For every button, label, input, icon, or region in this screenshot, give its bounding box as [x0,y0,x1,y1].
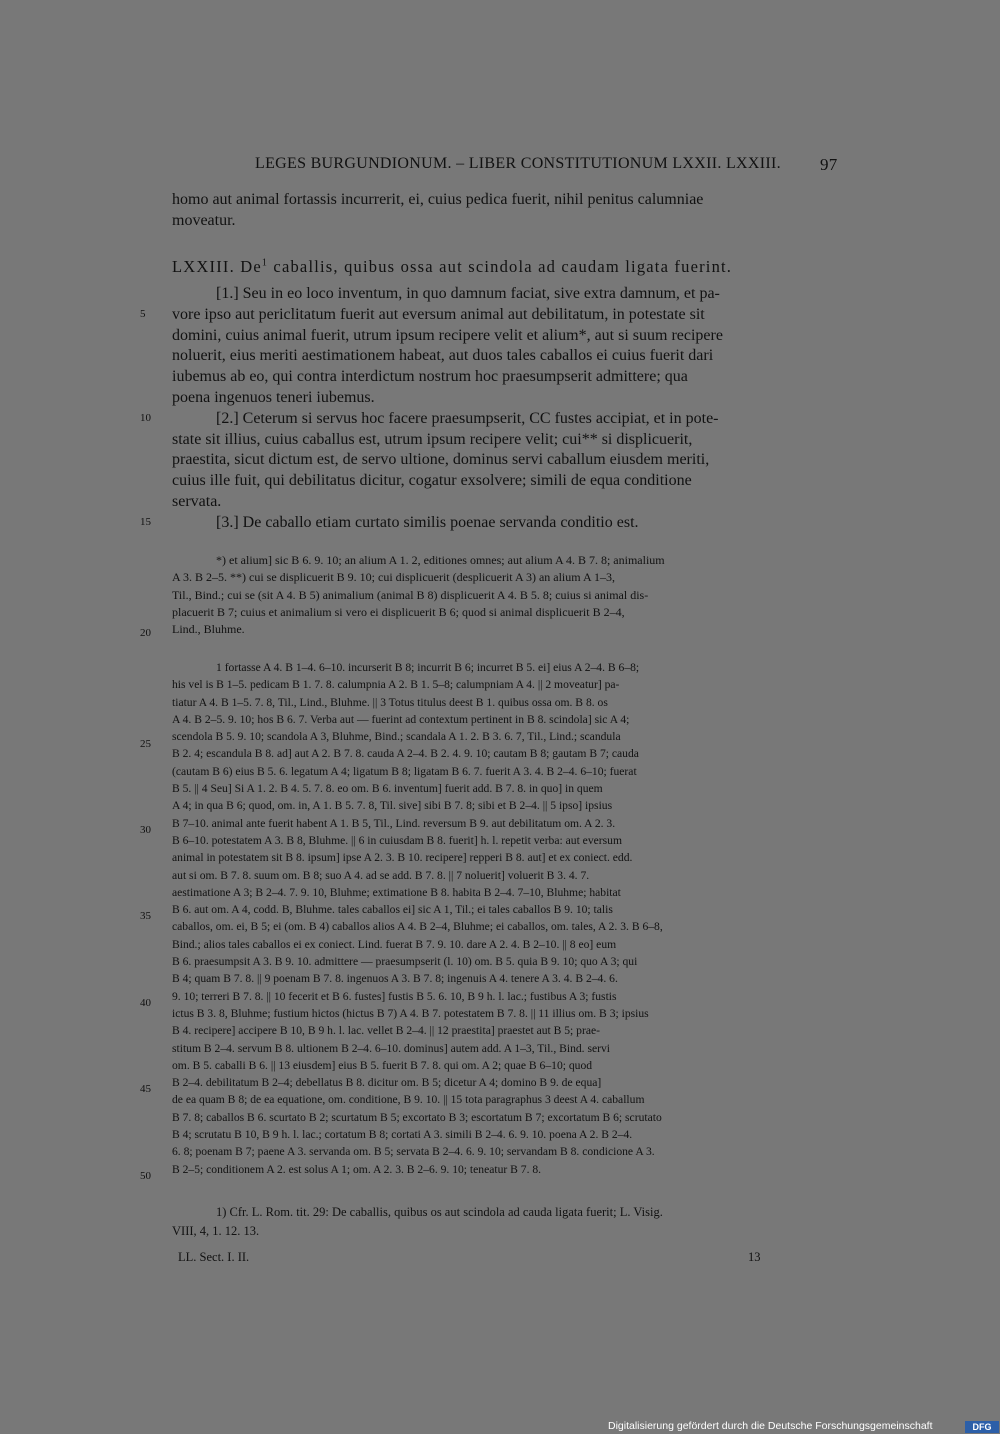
note-line: placuerit B 7; cuius et animalium si vero ei displicuerit B 6; quod si animal displicuerit B 2–4, [172,604,625,619]
critical-apparatus [172,659,842,1178]
apparatus-line: om. B 5. caballi B 6. || 13 eiusdem] eius B 5. fuerit B 7. 8. qui om. A 2; quae B 6–10; quod [172,1058,593,1072]
line-number: 5 [140,308,146,320]
apparatus-line: B 4; scrutatu B 10, B 9 h. l. lac.; cortatum B 8; cortati A 3. simili B 2–4. 6. 9. 10. poena A 2. B 2–4. [172,1128,633,1142]
footnote-line: VIII, 4, 1. 12. 13. [172,1224,260,1238]
text-line: servata. [172,492,222,510]
apparatus-line: animal in potestatem sit B 8. ipsum] ipse A 2. 3. B 10. recipere] repperi B 8. aut] et ex coniect. edd. [172,851,633,865]
apparatus-line: aut si om. B 7. 8. suum om. B 8; suo A 4. ad se add. B 7. 8. || 7 noluerit] voluerit B 3. 4. 7. [172,868,590,882]
line-number: 50 [140,1170,151,1182]
apparatus-line: B 4. recipere] accipere B 10, B 9 h. l. lac. vellet B 2–4. || 12 praestita] praestet aut B 5; prae- [172,1024,600,1038]
chapter-body [172,284,840,534]
line-number: 25 [140,738,151,750]
funding-banner [608,1420,1000,1434]
apparatus-line: 6. 8; poenam B 7; paene A 3. servanda om. B 5; servata B 2–4. 6. 9. 10; servandam B 8. condicione A 3. [172,1145,655,1159]
text-line: moveatur. [172,211,236,229]
apparatus-line: Bind.; alios tales caballos ei ex coniect. Lind. fuerat B 7. 9. 10. dare A 2. 4. B 2–10. || 8 eo] eum [172,937,617,951]
text-line: poena ingenuos teneri iubemus. [172,388,375,406]
apparatus-line: B 7–10. animal ante fuerit habent A 1. B 5, Til., Lind. reversum B 9. aut debilitatum om. A 2. 3. [172,816,616,830]
apparatus-line: B 6. aut om. A 4, codd. B, Bluhme. tales caballos ei] sic A 1, Til.; ei tales caballos B 9. 10; talis [172,903,613,917]
footnote-marker: 1 [261,257,269,269]
apparatus-line: B 6. praesumpsit A 3. B 9. 10. admittere — praesumpserit (l. 10) om. B 5. quia B 9. 10; quo A 3; qui [172,955,638,969]
note-line: *) et alium] sic B 6. 9. 10; an alium A 1. 2, editiones omnes; aut alium A 4. B 7. 8; animalium [216,553,665,567]
intro-text [172,190,840,232]
text-line: domini, cuius animal fuerit, utrum ipsum recipere velit et alium*, aut si suum recipere [172,326,723,344]
apparatus-line: scendola B 5. 9. 10; scandola A 3, Bluhme, Bind.; scandala A 1. 2. B 3. 6. 7, Til., Lind.; scandula [172,730,621,744]
apparatus-line: B 6–10. potestatem A 3. B 8, Bluhme. || 6 in cuiusdam B 8. fuerit] h. l. repetit verba: aut eversum [172,833,622,847]
heading-text: caballis, quibus ossa aut scindola ad caudam ligata fuerint. [268,257,733,276]
text-line: noluerit, eius meriti aestimationem habeat, aut duos tales caballos ei cuius fuerit dari [172,347,714,365]
line-number: 10 [140,412,151,424]
signature-mark: LL. Sect. I. II. [178,1250,250,1264]
variant-notes [172,552,840,638]
signature-number: 13 [748,1250,761,1264]
text-line: [2.] Ceterum si servus hoc facere praesumpserit, CC fustes accipiat, et in pote- [216,409,719,427]
page-number: 97 [820,155,838,174]
note-line: Lind., Bluhme. [172,622,245,637]
line-number: 20 [140,627,151,639]
apparatus-line: 1 fortasse A 4. B 1–4. 6–10. incurserit B 8; incurrit B 6; incurret B 5. ei] eius A 2–4. B 6–8; [216,661,640,674]
running-header [0,155,1000,179]
line-number: 30 [140,824,151,836]
text-line: [3.] De caballo etiam curtato similis poenae servanda conditio est. [216,513,639,531]
apparatus-line: B 2–4. debilitatum B 2–4; debellatus B 8. dicitur om. B 5; dicetur A 4; domino B 9. de equa] [172,1076,602,1090]
text-line: iubemus ab eo, qui contra interdictum nostrum hoc praesumpserit admittere; qua [172,368,688,386]
apparatus-line: caballos, om. ei, B 5; ei (om. B 4) caballos alios A 4. B 2–4, Bluhme; ei caballos, om. tales, A 2. 3. B 6–8, [172,920,663,934]
apparatus-line: ictus B 3. 8, Bluhme; fustium hictos (hictus B 7) A 4. B 7. potestatem B 7. 8. || 11 illius om. B 3; ipsius [172,1006,649,1020]
note-line: Til., Bind.; cui se (sit A 4. B 5) animalium (animal B 8) displicuerit A 4. B 5. 8; cuius si animal dis- [172,587,649,602]
apparatus-line: de ea quam B 8; de ea equatione, om. conditione, B 9. 10. || 15 tota paragraphus 3 deest A 4. caballum [172,1093,645,1107]
footnote-line: 1) Cfr. L. Rom. tit. 29: De caballis, quibus os aut scindola ad cauda ligata fuerit; L. Visig. [216,1205,663,1219]
line-number: 35 [140,910,151,922]
apparatus-line: B 7. 8; caballos B 6. scurtato B 2; scurtatum B 5; excortato B 3; escortatum B 7; excortatum B 6; scrutato [172,1110,662,1124]
apparatus-line: B 2–5; conditionem A 2. est solus A 1; om. A 2. 3. B 2–6. 9. 10; teneatur B 7. 8. [172,1162,542,1176]
apparatus-line: aestimatione A 3; B 2–4. 7. 9. 10, Bluhme; extimatione B 8. habita B 2–4. 7–10, Bluhme; habitat [172,885,621,899]
line-number: 15 [140,516,151,528]
footnote [172,1203,842,1241]
dfg-logo: DFG [965,1421,999,1433]
line-number: 45 [140,1083,151,1095]
heading-prefix: LXXIII. De [172,257,262,276]
apparatus-line: A 4. B 2–5. 9. 10; hos B 6. 7. Verba aut — fuerint ad contextum pertinent in B 8. scindola] sic A 4; [172,712,630,726]
note-line: A 3. B 2–5. **) cui se displicuerit B 9. 10; cui displicuerit (desplicuerit A 3) an alium A 1–3, [172,570,615,585]
running-title: LEGES BURGUNDIONUM. – LIBER CONSTITUTIONUM LXXII. LXXIII. [255,155,781,172]
chapter-heading [172,257,732,277]
text-line: vore ipso aut periclitatum fuerit aut eversum animal aut debilitatum, in potestate sit [172,305,705,323]
text-line: praestita, sicut dictum est, de servo ultione, dominus servi caballum eiusdem meriti, [172,451,710,469]
text-line: [1.] Seu in eo loco inventum, in quo damnum faciat, sive extra damnum, et pa- [216,285,720,302]
line-number: 40 [140,997,151,1009]
apparatus-line: B 2. 4; escandula B 8. ad] aut A 2. B 7. 8. cauda A 2–4. B 2. 4. 9. 10; cautam B 8; gautam B 7; cauda [172,747,639,761]
apparatus-line: his vel is B 1–5. pedicam B 1. 7. 8. calumpnia A 2. B 1. 5–8; calumpniam A 4. || 2 moveatur] pa- [172,678,620,692]
apparatus-line: (cautam B 6) eius B 5. 6. legatum A 4; ligatum B 8; ligatam B 6. 7. fuerit A 3. 4. B 2–4. 6–10; fuerat [172,764,637,778]
apparatus-line: stitum B 2–4. servum B 8. ultionem B 2–4. 6–10. dominus] autem add. A 1–3, Til., Bind. servi [172,1041,611,1055]
apparatus-line: 9. 10; terreri B 7. 8. || 10 fecerit et B 6. fustes] fustis B 5. 6. 10, B 9 h. l. lac.; fustibus A 3; fustis [172,989,617,1003]
apparatus-line: B 5. || 4 Seu] Si A 1. 2. B 4. 5. 7. 8. eo om. B 6. inventum] fuerit add. B 7. 8. in quo] in quem [172,782,603,796]
apparatus-line: B 4; quam B 7. 8. || 9 poenam B 7. 8. ingenuos A 3. B 7. 8; ingenuis A 4. tenere A 3. 4. B 2–4. 6. [172,972,618,986]
apparatus-line: A 4; in qua B 6; quod, om. in, A 1. B 5. 7. 8, Til. sive] sibi B 7. 8; sibi et B 2–4. || 5 ipso] ipsius [172,799,613,813]
text-line: homo aut animal fortassis incurrerit, ei, cuius pedica fuerit, nihil penitus calumniae [172,191,704,208]
text-line: state sit illius, cuius caballus est, utrum ipsum recipere velit; cui** si displicuerit, [172,430,693,448]
apparatus-line: tiatur A 4. B 1–5. 7. 8, Til., Lind., Bluhme. || 3 Totus titulus deest B 1. quibus ossa om. B 8. os [172,695,608,709]
text-line: cuius ille fuit, qui debilitatus dicitur, cogatur exsolvere; simili de equa conditione [172,472,692,490]
banner-text: Digitalisierung gefördert durch die Deutsche Forschungsgemeinschaft [608,1420,933,1432]
